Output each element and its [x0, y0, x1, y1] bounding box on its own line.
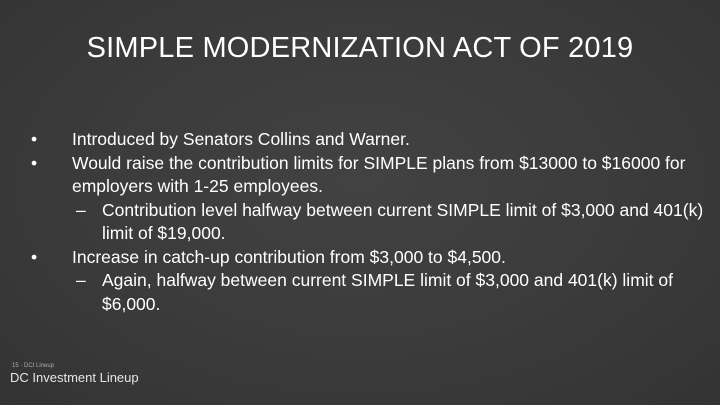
- bullet-text: Introduced by Senators Collins and Warner.: [72, 129, 410, 149]
- bullet-item: [28, 152, 708, 199]
- bullet-text: Would raise the contribution limits for SIMPLE plans from $13000 to $16000 for employers with 1-25 employees.: [72, 152, 686, 196]
- bullet-marker: •: [31, 152, 38, 173]
- footer-small-text: 15 · DCI Lineup: [12, 363, 55, 369]
- bullet-marker: •: [31, 246, 38, 267]
- sub-bullet-marker: –: [76, 199, 86, 220]
- bullet-item: [28, 246, 708, 270]
- sub-bullet-item: [28, 199, 708, 246]
- bullet-item: [28, 128, 708, 152]
- bullet-text: Increase in catch-up contribution from $3,000 to $4,500.: [72, 246, 506, 267]
- bullet-list: [28, 128, 708, 316]
- slide-title: SIMPLE MODERNIZATION ACT OF 2019: [86, 32, 634, 64]
- bullet-marker: •: [31, 129, 38, 149]
- sub-bullet-text: Again, halfway between current SIMPLE limit of $3,000 and 401(k) limit of $6,000.: [102, 270, 673, 314]
- footer-logo: [10, 362, 139, 386]
- sub-bullet-text: Contribution level halfway between current SIMPLE limit of $3,000 and 401(k) limit of $19,000.: [102, 199, 704, 243]
- footer-brand: DC Investment Lineup: [10, 370, 139, 385]
- sub-bullet-item: [28, 269, 708, 316]
- sub-bullet-marker: –: [76, 270, 86, 290]
